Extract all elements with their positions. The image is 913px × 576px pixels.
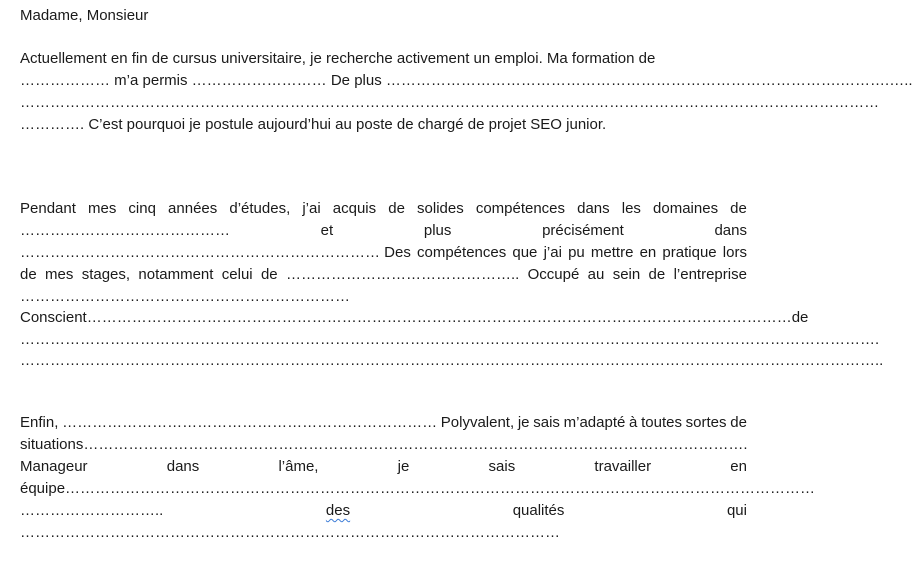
- word: mes: [87, 200, 117, 217]
- word: ……………………………………: [20, 222, 230, 239]
- salutation: Madame, Monsieur: [20, 7, 149, 24]
- word: d’études,: [229, 200, 291, 217]
- word: de: [388, 200, 405, 217]
- skills-line-2: [20, 434, 747, 456]
- word: pratique: [662, 244, 717, 261]
- word: j’ai: [543, 244, 562, 261]
- word: en: [730, 458, 747, 475]
- word: de: [648, 266, 666, 283]
- word: sais: [533, 414, 560, 431]
- cover-letter: [20, 0, 913, 576]
- word: ………………………..: [20, 502, 164, 519]
- word: au: [587, 266, 605, 283]
- word: …………………………………………………………………: [62, 414, 438, 431]
- word: précisément: [542, 222, 624, 239]
- word: mes: [45, 266, 74, 283]
- skills-line-3: [20, 456, 747, 478]
- word: solides: [417, 200, 464, 217]
- skills-line-6: ………………………………………………………………………………………………: [20, 524, 560, 541]
- word: sais: [488, 458, 516, 475]
- skills-line-4: équipe……………………………………………………………………………………………………………………………………: [20, 480, 816, 497]
- word: ………………………………………..: [285, 266, 520, 283]
- word: mettre: [590, 244, 634, 261]
- word: à: [629, 414, 638, 431]
- word: sortes: [685, 414, 727, 431]
- studies-line-5: …………………………………………………………: [20, 288, 350, 305]
- word: de: [20, 266, 37, 283]
- word: de: [730, 200, 747, 217]
- studies-line-8: ………………………………………………………………………………………………………………………………………………………..: [20, 352, 884, 369]
- intro-line-2: ……………… m’a permis ……………………… De plus ……………………………………………………………………………….……….…..: [20, 72, 913, 89]
- word: lors: [722, 244, 747, 261]
- word: m’adapté: [563, 414, 626, 431]
- word: domaines: [653, 200, 719, 217]
- word: compétences: [417, 244, 507, 261]
- studies-line-4: [20, 264, 747, 286]
- intro-line-4: …………. C’est pourquoi je postule aujourd’hui au poste de chargé de projet SEO junior.: [20, 116, 607, 133]
- word: cinq: [128, 200, 156, 217]
- word: celui: [221, 266, 253, 283]
- word: les: [621, 200, 641, 217]
- word: Pendant: [20, 200, 76, 217]
- word: travailler: [594, 458, 652, 475]
- word: de: [260, 266, 278, 283]
- word: qualités: [512, 502, 565, 519]
- intro-line-1: Actuellement en fin de cursus universitaire, je recherche activement un emploi. Ma formation de: [20, 50, 656, 67]
- word: Enfin,: [20, 414, 59, 431]
- word: notamment: [138, 266, 214, 283]
- word: de: [791, 309, 809, 326]
- word: plus: [423, 222, 452, 239]
- word: compétences: [475, 200, 566, 217]
- word: je: [397, 458, 410, 475]
- word: en: [639, 244, 657, 261]
- word: j’ai: [302, 200, 321, 217]
- word: et: [320, 222, 334, 239]
- word: qui: [726, 502, 747, 519]
- spellcheck-flagged-word[interactable]: des: [325, 502, 351, 519]
- word: années: [168, 200, 218, 217]
- intro-line-3: …………………………………………………………………………………………………….…………………………………………………: [20, 94, 880, 111]
- word: de: [730, 414, 747, 431]
- word: l’entreprise: [673, 266, 747, 283]
- skills-line-5: [20, 500, 747, 522]
- word: dans: [714, 222, 747, 239]
- word: sein: [612, 266, 641, 283]
- word: Occupé: [527, 266, 580, 283]
- word: stages,: [81, 266, 131, 283]
- word: pu: [568, 244, 585, 261]
- studies-line-7: ……………………………………………………………………………………………………………………………………………………….: [20, 331, 880, 348]
- word: toutes: [641, 414, 682, 431]
- word: dans: [166, 458, 200, 475]
- word: je: [517, 414, 530, 431]
- word: Conscient……………………………………………………………………………………………………………………………: [20, 309, 792, 326]
- word: l’âme,: [278, 458, 319, 475]
- word: situations: [20, 436, 84, 453]
- word: acquis: [332, 200, 377, 217]
- word: Manageur: [20, 458, 88, 475]
- word: dans: [577, 200, 610, 217]
- studies-line-1: [20, 198, 747, 220]
- studies-line-2: [20, 220, 747, 242]
- word: …………………………………………………………………………………………………………………….: [83, 436, 748, 453]
- studies-line-6: [20, 307, 809, 329]
- skills-line-1: [20, 412, 747, 434]
- word: Polyvalent,: [440, 414, 515, 431]
- studies-line-3: [20, 242, 747, 264]
- word: ……………………………………………………………… Des: [20, 244, 411, 261]
- word: que: [512, 244, 538, 261]
